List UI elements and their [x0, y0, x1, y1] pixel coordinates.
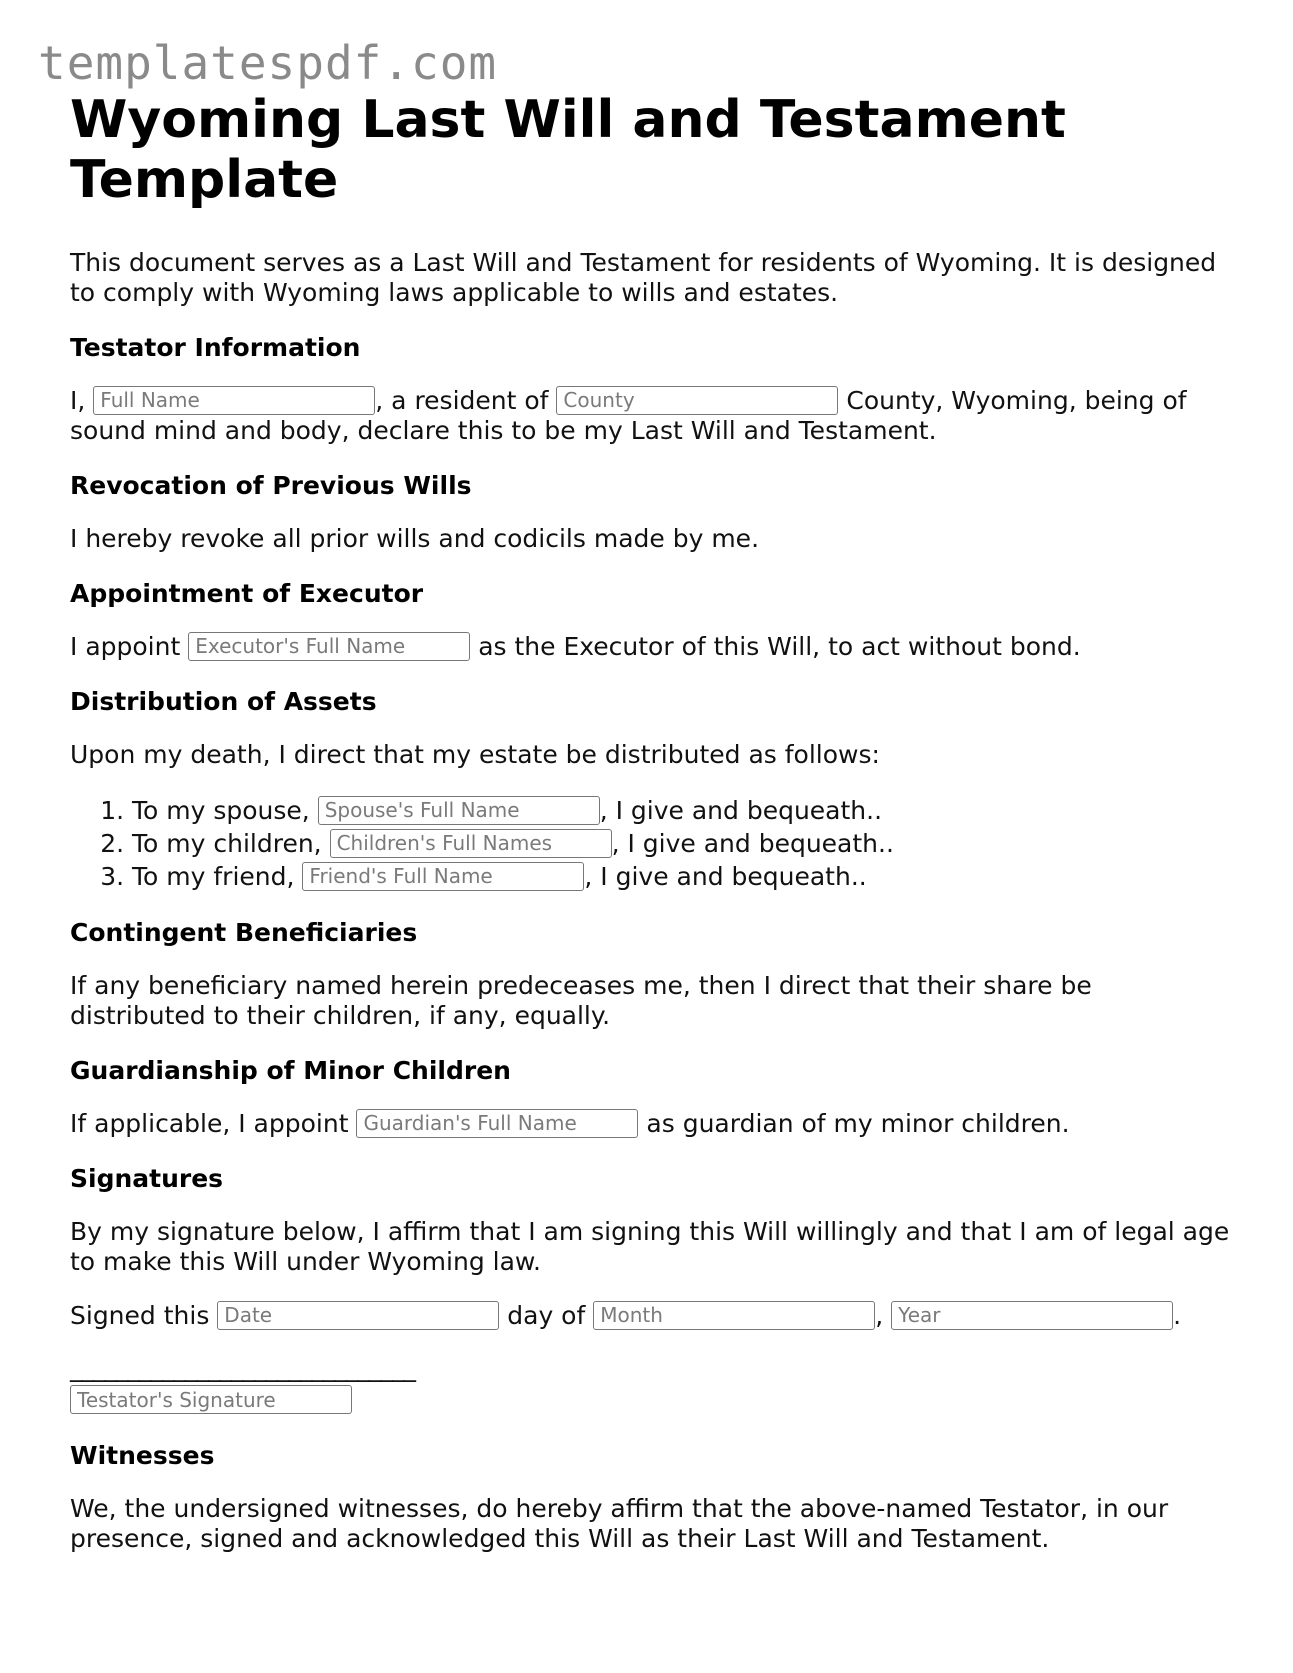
- friend-label: To my friend,: [132, 862, 295, 891]
- guardianship-text-1: If applicable, I appoint: [70, 1109, 349, 1138]
- testator-text-2: , a resident of: [375, 386, 549, 415]
- list-item: [132, 827, 1230, 860]
- children-names-input[interactable]: [330, 829, 612, 858]
- contingent-text: If any beneficiary named herein predeceases me, then I direct that their share be distributed to their children, if any, equally.: [70, 971, 1092, 1030]
- witnesses-text: We, the undersigned witnesses, do hereby affirm that the above-named Testator, in our presence, signed and acknowledged this Will as their Last Will and Testament.: [70, 1494, 1169, 1553]
- signatures-text: By my signature below, I affirm that I am signing this Will willingly and that I am of legal age to make this Will under Wyoming law.: [70, 1217, 1230, 1276]
- signatures-heading: Signatures: [70, 1164, 224, 1193]
- guardianship-text: [70, 1109, 1230, 1139]
- children-bequeath-text: , I give and bequeath..: [611, 829, 894, 858]
- revocation-heading: Revocation of Previous Wills: [70, 471, 472, 500]
- signed-date-line: [70, 1301, 1230, 1331]
- watermark: templatespdf.com: [38, 36, 498, 90]
- spouse-label: To my spouse,: [132, 796, 310, 825]
- distribution-intro: Upon my death, I direct that my estate be distributed as follows:: [70, 740, 880, 769]
- executor-text-1: I appoint: [70, 632, 181, 661]
- county-input[interactable]: [556, 386, 838, 415]
- signature-line: ______________________________: [70, 1353, 415, 1382]
- revocation-text: I hereby revoke all prior wills and codicils made by me.: [70, 524, 760, 553]
- spouse-name-input[interactable]: [318, 796, 600, 825]
- executor-heading: Appointment of Executor: [70, 579, 424, 608]
- testator-text-1: I,: [70, 386, 86, 415]
- witnesses-heading: Witnesses: [70, 1441, 215, 1470]
- intro-text: This document serves as a Last Will and Testament for residents of Wyoming. It is designed to comply with Wyoming laws applicable to wills and estates.: [70, 248, 1217, 307]
- list-item: [132, 794, 1230, 827]
- testator-heading: Testator Information: [70, 333, 361, 362]
- guardianship-heading: Guardianship of Minor Children: [70, 1056, 511, 1085]
- list-item: [132, 860, 1230, 893]
- page-title: Wyoming Last Will and Testament Template: [70, 90, 1066, 210]
- document: [70, 90, 1230, 1578]
- spouse-bequeath-text: , I give and bequeath..: [599, 796, 883, 825]
- distribution-heading: Distribution of Assets: [70, 687, 377, 716]
- contingent-heading: Contingent Beneficiaries: [70, 918, 418, 947]
- testator-text-3: County, Wyoming, being of sound mind and body, declare this to be my Last Will and Testament.: [70, 386, 1187, 445]
- comma-text: ,: [875, 1301, 884, 1330]
- executor-name-input[interactable]: [188, 632, 470, 661]
- friend-name-input[interactable]: [302, 862, 584, 891]
- signed-this-label: Signed this: [70, 1301, 210, 1330]
- testator-signature-input[interactable]: [70, 1385, 352, 1414]
- date-input[interactable]: [217, 1301, 499, 1330]
- distribution-list: [70, 794, 1230, 893]
- full-name-input[interactable]: [93, 386, 375, 415]
- year-input[interactable]: [891, 1301, 1173, 1330]
- friend-bequeath-text: , I give and bequeath..: [584, 862, 867, 891]
- signature-block: [70, 1355, 1230, 1414]
- month-input[interactable]: [593, 1301, 875, 1330]
- executor-text: [70, 632, 1230, 662]
- executor-text-2: as the Executor of this Will, to act without bond.: [478, 632, 1081, 661]
- testator-text: [70, 386, 1230, 446]
- guardianship-text-2: as guardian of my minor children.: [646, 1109, 1070, 1138]
- guardian-name-input[interactable]: [356, 1109, 638, 1138]
- day-of-label: day of: [507, 1301, 586, 1330]
- period-text: .: [1173, 1301, 1182, 1330]
- children-label: To my children,: [132, 829, 322, 858]
